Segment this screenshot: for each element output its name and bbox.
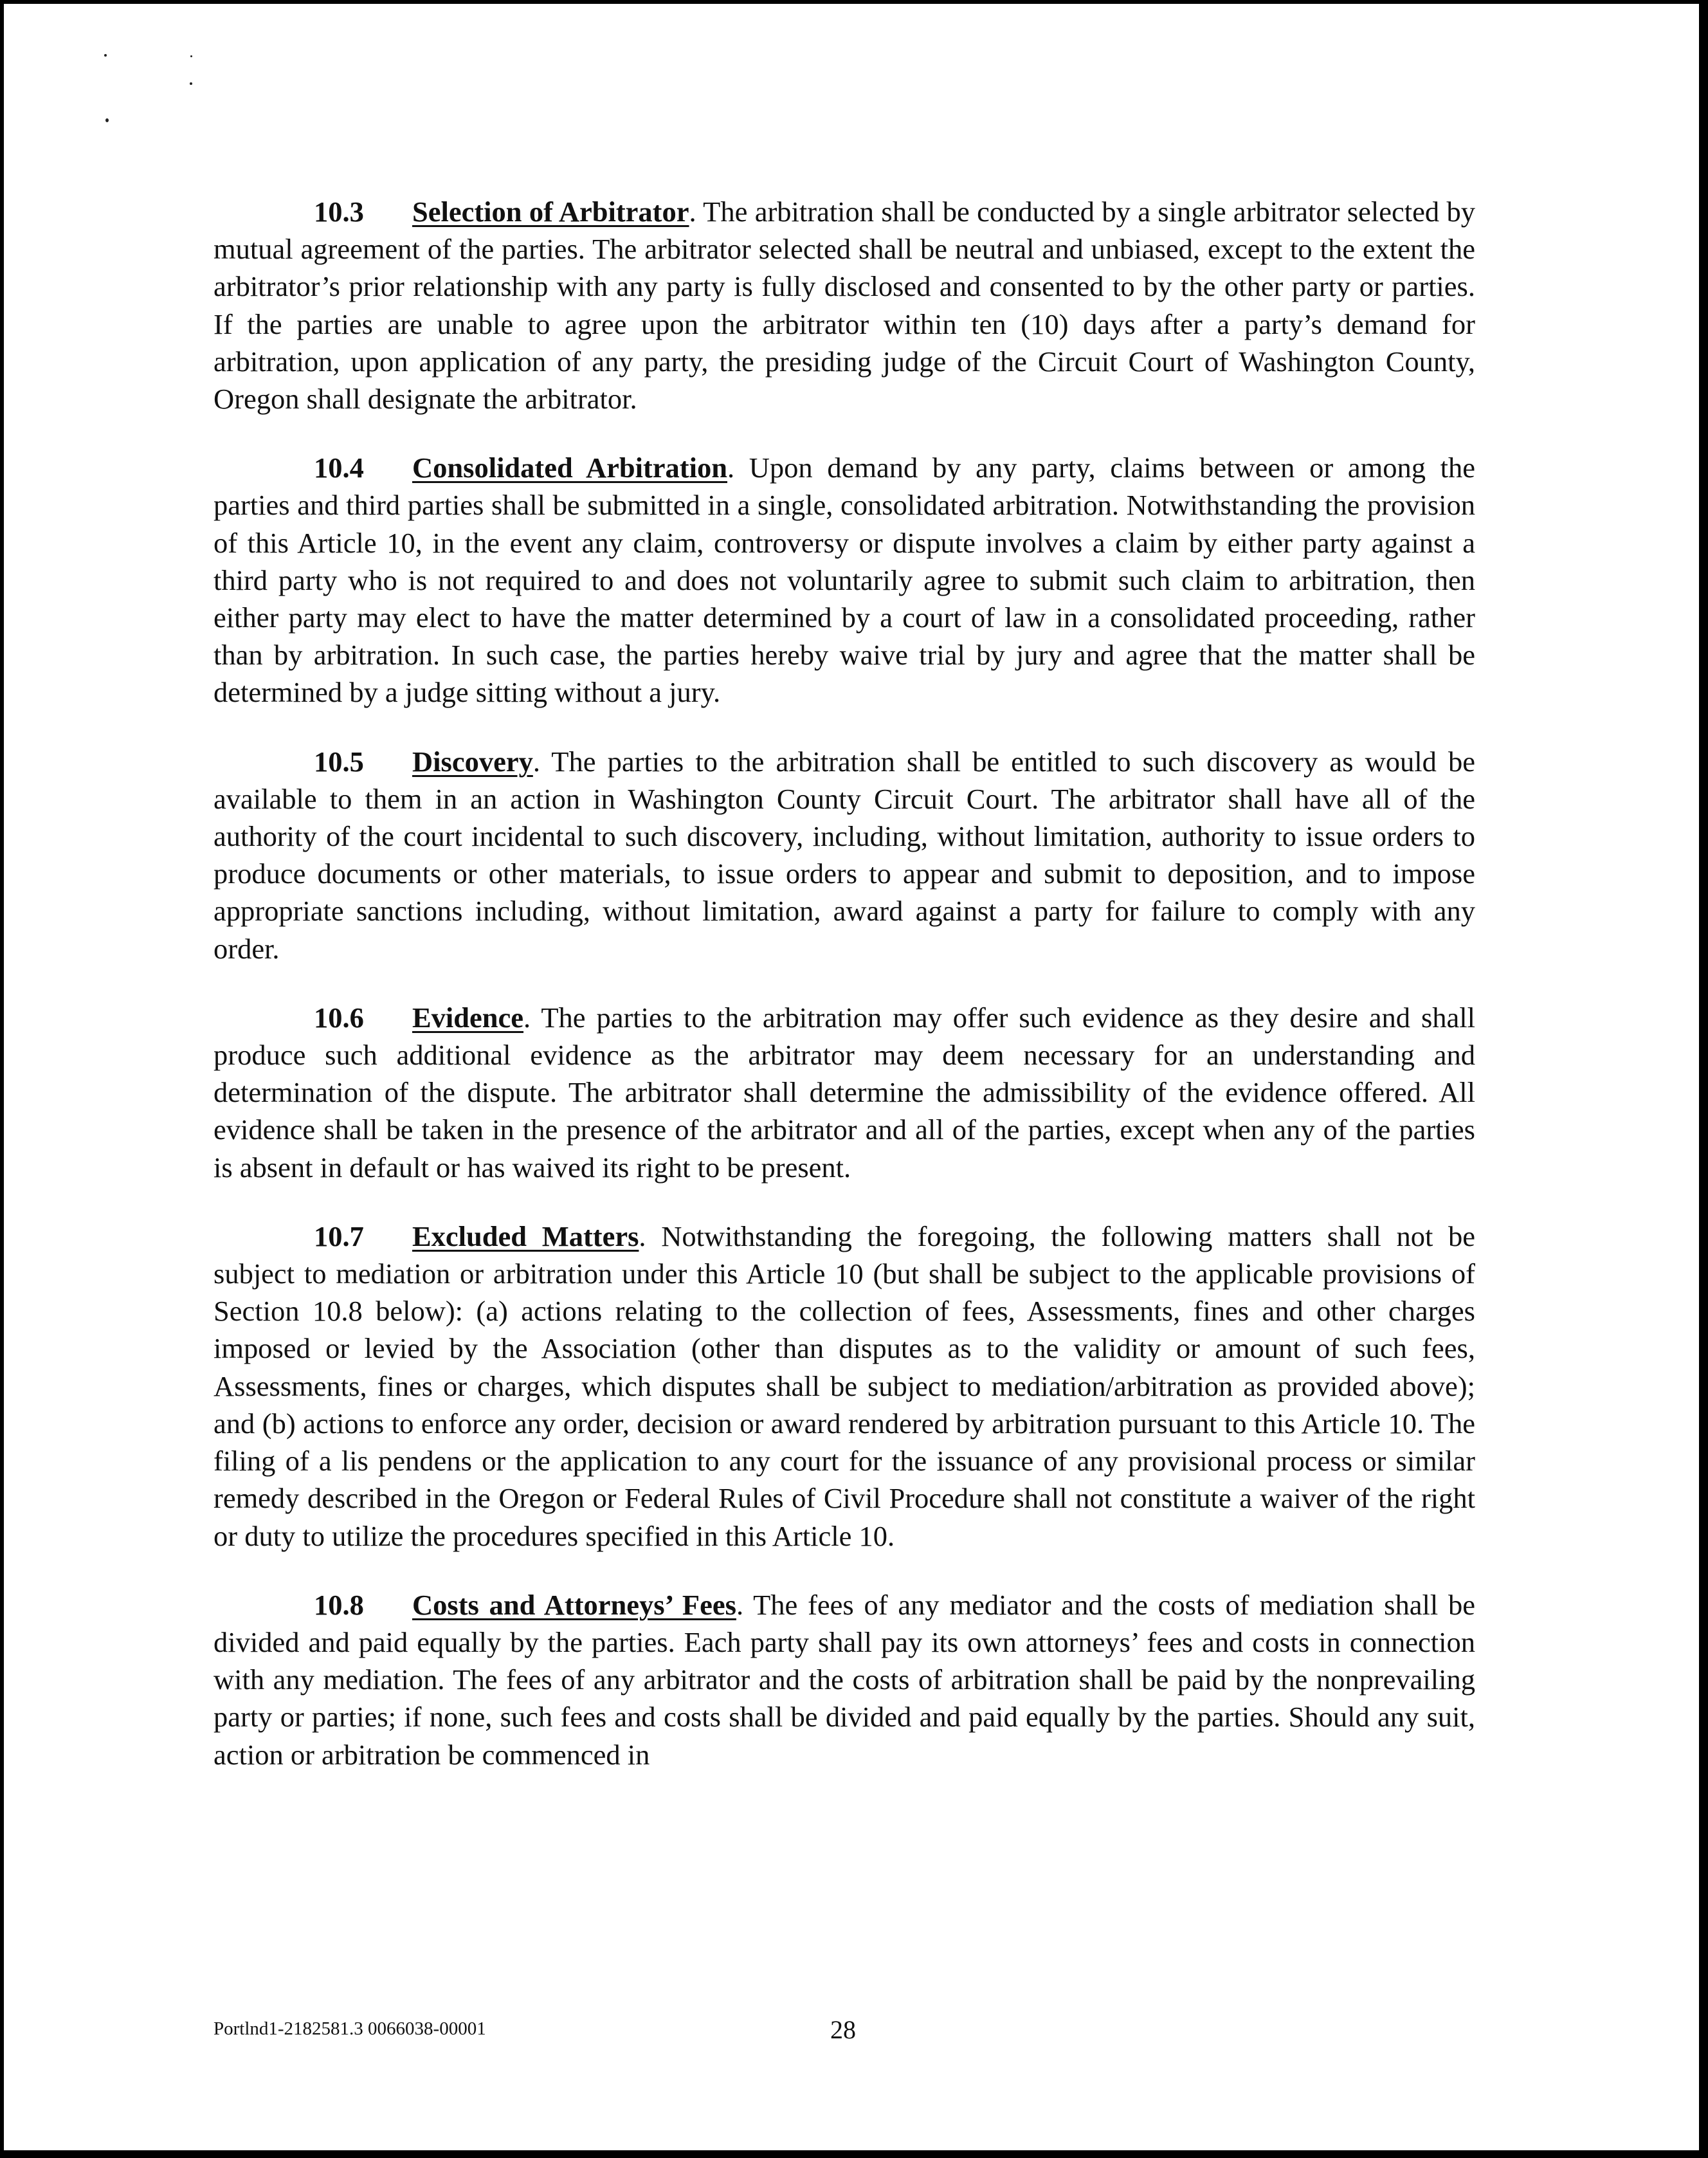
section-10-5 [214, 743, 1475, 967]
section-10-7 [214, 1218, 1475, 1555]
section-heading: Excluded Matters [412, 1220, 639, 1252]
footer-page-number: 28 [830, 2015, 856, 2044]
section-number: 10.5 [314, 745, 364, 778]
section-heading: Consolidated Arbitration [412, 452, 727, 484]
section-heading: Selection of Arbitrator [412, 196, 689, 228]
section-heading: Discovery [412, 745, 533, 778]
section-text: . The parties to the arbitration may offer such evidence as they desire and shall produce such additional evidence as the arbitrator may deem necessary for an understanding and determination of the dispute. The arbitrator shall determine the admissibility of the evidence offered. All evidence shall be taken in the presence of the arbitrator and all of the parties, except when any of the parties is absent in default or has waived its right to be present. [214, 1001, 1475, 1184]
section-text: . The arbitration shall be conducted by a single arbitrator selected by mutual agreement of the parties. The arbitrator selected shall be neutral and unbiased, except to the extent the arbitrator’s prior relationship with any party is fully disclosed and consented to by the other party or parties. If the parties are unable to agree upon the arbitrator within ten (10) days after a party’s demand for arbitration, upon application of any party, the presiding judge of the Circuit Court of Washington County, Oregon shall designate the arbitrator. [214, 196, 1475, 416]
section-number: 10.4 [314, 452, 364, 484]
section-number: 10.6 [314, 1001, 364, 1034]
scan-speck [105, 118, 109, 122]
section-text: . Notwithstanding the foregoing, the following matters shall not be subject to mediation or arbitration under this Article 10 (but shall be subject to the applicable provisions of Section 10.8 below): (a) actions relating to the collection of fees, Assessments, fines and other charges imposed or levied by the Association (other than disputes as to the validity or amount of such fees, Assessments, fines or charges, which disputes shall be subject to mediation/arbitration as provided above); and (b) actions to enforce any order, decision or award rendered by arbitration pursuant to this Article 10. The filing of a lis pendens or the application to any court for the issuance of any provisional process or similar remedy described in the Oregon or Federal Rules of Civil Procedure shall not constitute a waiver of the right or duty to utilize the procedures specified in this Article 10. [214, 1220, 1475, 1552]
document-page [4, 4, 1699, 2150]
section-number: 10.8 [314, 1588, 364, 1621]
scan-speck [190, 55, 192, 57]
scan-speck [190, 82, 192, 85]
section-text: . The fees of any mediator and the costs of mediation shall be divided and paid equally by the parties. Each party shall pay its own attorneys’ fees and costs in connection with any mediation. The fees of any arbitrator and the costs of arbitration shall be paid by the nonprevailing party or parties; if none, such fees and costs shall be divided and paid equally by the parties. Should any suit, action or arbitration be commenced in [214, 1588, 1475, 1771]
section-number: 10.7 [314, 1220, 364, 1252]
section-10-6 [214, 999, 1475, 1186]
section-heading: Evidence [412, 1001, 524, 1034]
section-heading: Costs and Attorneys’ Fees [412, 1588, 736, 1621]
section-10-4 [214, 449, 1475, 711]
section-text: . The parties to the arbitration shall be entitled to such discovery as would be available to them in an action in Washington County Circuit Court. The arbitrator shall have all of the authority of the court incidental to such discovery, including, without limitation, authority to issue orders to produce documents or other materials, to issue orders to appear and submit to deposition, and to impose appropriate sanctions including, without limitation, award against a party for failure to comply with any order. [214, 745, 1475, 965]
scan-speck [104, 54, 107, 57]
footer-document-id: Portlnd1-2182581.3 0066038-00001 [214, 2018, 486, 2039]
section-10-8 [214, 1586, 1475, 1773]
section-10-3 [214, 193, 1475, 417]
section-number: 10.3 [314, 196, 364, 228]
section-text: . Upon demand by any party, claims between or among the parties and third parties shall be submitted in a single, consolidated arbitration. Notwithstanding the provision of this Article 10, in the event any claim, controversy or dispute involves a claim by either party against a third party who is not required to and does not voluntarily agree to submit such claim to arbitration, then either party may elect to have the matter determined by a court of law in a consolidated proceeding, rather than by arbitration. In such case, the parties hereby waive trial by jury and agree that the matter shall be determined by a judge sitting without a jury. [214, 452, 1476, 709]
document-body [214, 193, 1475, 1805]
